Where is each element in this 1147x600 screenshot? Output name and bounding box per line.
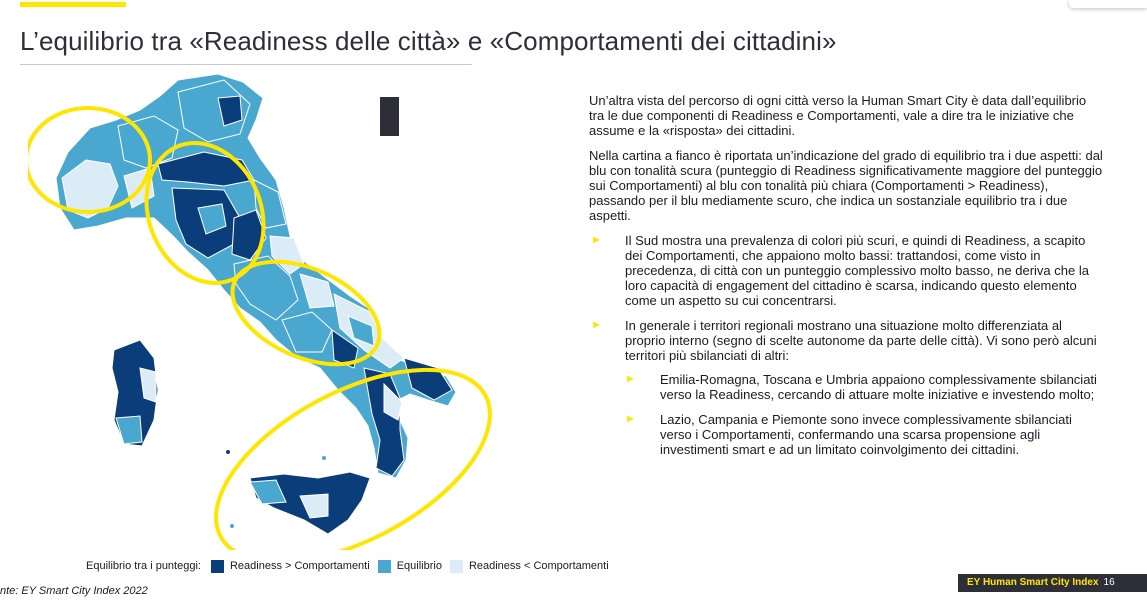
- sub-bullet-comportamenti: [589, 412, 1104, 458]
- map-island: [230, 524, 234, 528]
- source-note: nte: EY Smart City Index 2022: [0, 585, 148, 597]
- map-legend: [86, 559, 609, 573]
- legend-swatch-light: [450, 560, 463, 573]
- italy-map: [28, 68, 508, 550]
- bullet-text: In generale i territori regionali mostrano una situazione molto differenziata al proprio interno (segno di scelte autonome da parte delle città). Vi sono però alcuni territori più sbilanciati di altri:: [625, 317, 1097, 364]
- sub-bullet-text: Emilia-Romagna, Toscana e Umbria appaiono complessivamente sbilanciati verso la Readiness, cercando di attuare molte iniziative e investendo molto;: [660, 372, 1097, 403]
- bullet-arrow-icon: ►: [625, 412, 636, 425]
- sub-bullet-text: Lazio, Campania e Piemonte sono invece complessivamente sbilanciati verso i Comportamenti, confermando una scarsa propensione agli investimenti smart e ad un limitato coinvolgimento dei cittadini.: [660, 411, 1072, 458]
- map-island: [322, 456, 326, 460]
- legend-item-readiness-greater: Readiness > Comportamenti: [229, 560, 370, 572]
- map-region-sardegna-mid: [116, 416, 142, 444]
- bullet-text: Il Sud mostra una prevalenza di colori più scuri, e quindi di Readiness, a scapito dei Comportamenti, che appaiono molto bassi: trattandosi, come visto in precedenza, di città con un punteggio complessivo molto basso, ne deriva che la loro capacità di engagement del cittadino è scarsa, indicando questo elemento come un aspetto su cui concentrarsi.: [625, 232, 1089, 309]
- bullet-arrow-icon: ►: [591, 318, 602, 331]
- bullet-sud: [589, 233, 1104, 309]
- corner-tab: [1069, 0, 1147, 8]
- top-accent-bar: [20, 2, 126, 7]
- bullet-arrow-icon: ►: [591, 233, 602, 246]
- page-number: 16: [1103, 577, 1115, 588]
- page-title: L’equilibrio tra «Readiness delle città» e «Comportamenti dei cittadini»: [20, 26, 837, 56]
- legend-item-equilibrio: Equilibrio: [396, 560, 442, 572]
- legend-item-readiness-less: Readiness < Comportamenti: [468, 560, 609, 572]
- map-dark-marker: [380, 97, 399, 136]
- legend-swatch-dark: [211, 560, 224, 573]
- map-island: [226, 450, 230, 454]
- footer-badge: [958, 574, 1147, 592]
- sub-bullet-readiness: [589, 372, 1104, 402]
- title-divider: [20, 64, 472, 65]
- footer-badge-label: EY Human Smart City Index: [967, 577, 1099, 588]
- legend-label: Equilibrio tra i punteggi:: [86, 560, 201, 572]
- paragraph-intro: Un’altra vista del percorso di ogni città verso la Human Smart City è data dall’equilibrio tra le due componenti di Readiness e Comportamenti, vale a dire tra le iniziative che assume e la «risposta» dei cittadini.: [589, 93, 1087, 139]
- bullet-generale: [589, 318, 1104, 364]
- text-column: [589, 93, 1104, 466]
- legend-swatch-mid: [378, 560, 391, 573]
- bullet-arrow-icon: ►: [625, 373, 636, 386]
- paragraph-map-explanation: Nella cartina a fianco è riportata un’indicazione del grado di equilibrio tra i due aspetti: dal blu con tonalità scura (punteggio di Readiness significativamente maggiore del punteggio sui Comportamenti) al blu con tonalità più chiara (Comportamenti > Readiness), passando per il blu mediamente scuro, che indica un sostanziale equilibrio tra i due aspetti.: [589, 147, 1103, 224]
